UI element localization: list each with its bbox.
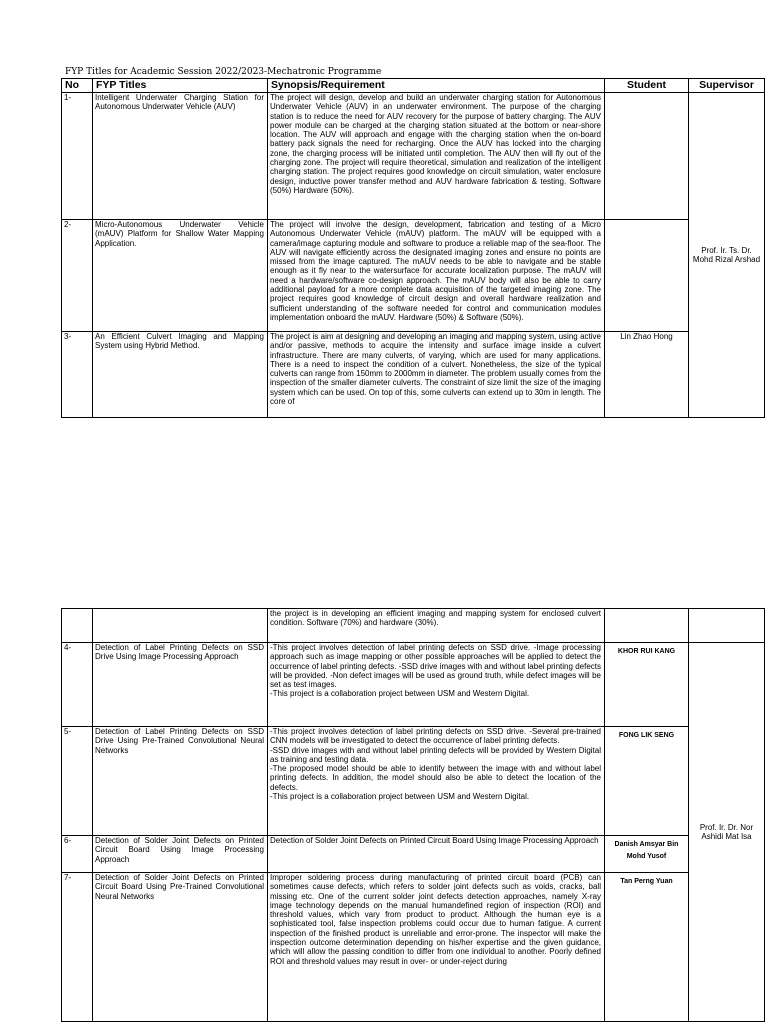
- project-synopsis: The project is aim at designing and developing an imaging and mapping system, using active and/or passive, methods to acquire the intensity and surface image inside a culvert infrastructure. There are many culverts, of varying, which are used for many applications. There is a need to inspect the condition of a culvert. Nonetheless, the size of the typical culverts can range from 150mm to 2000mm in diameter. The problem usually comes from the inspection of the smaller diameter culverts. The constraint of size limit the size of the imaging system which can be used. On top of this, some culverts can extend up to 30m in length. The core of: [268, 332, 605, 418]
- supervisor-name: Prof. Ir. Dr. Nor Ashidi Mat Isa: [689, 643, 765, 1022]
- project-title: Detection of Label Printing Defects on SSD Drive Using Image Processing Approach: [93, 643, 268, 727]
- project-title: Intelligent Underwater Charging Station for Autonomous Underwater Vehicle (AUV): [93, 93, 268, 220]
- row-number: 3-: [62, 332, 93, 418]
- table-row: [62, 727, 765, 836]
- header-student: Student: [605, 79, 689, 93]
- student-name: FONG LIK SENG: [605, 727, 689, 836]
- project-synopsis: The project will design, develop and build an underwater charging station for Autonomous Underwater Vehicle (AUV) in an underwater environment. The purpose of the charging station is to reduce the need for AUV recovery for the purpose of battery charging. The AUV power module can be charged at the charging station situated at the bottom or near-shore location. The AUV will approach and engage with the charging station when the on-board battery pack signals the need for recharging. Once the AUV has locked into the charging zone, the charging process will be initiated until completion. The AUV then will fly out of the charging zone. The project will require theoretical, simulation and realization of the intelligent charging station. The project requires good knowledge on circuit simulation, water enclosure design, inductive power transfer method and AUV hardware fabrication & testing. Software (50%) Hardware (50%).: [268, 93, 605, 220]
- header-synopsis: Synopsis/Requirement: [268, 79, 605, 93]
- row-number: 4-: [62, 643, 93, 727]
- project-synopsis: Detection of Solder Joint Defects on Printed Circuit Board Using Image Processing Approach: [268, 836, 605, 873]
- header-supervisor: Supervisor: [689, 79, 765, 93]
- table-row: [62, 220, 765, 332]
- row-number: 1-: [62, 93, 93, 220]
- student-name: Lin Zhao Hong: [605, 332, 689, 418]
- student-name: [605, 220, 689, 332]
- table-row: [62, 332, 765, 418]
- table-row: [62, 93, 765, 220]
- project-synopsis: Improper soldering process during manufacturing of printed circuit board (PCB) can sometimes cause defects, which refers to solder joint defects such as voids, cracks, ball missing etc. One of the current solder joint defects detection approaches, namely X-ray image technology depends on the manual humandefined region of inspection (ROI) and threshold values, which vary from product to product. Although the human eye is a sophisticated tool, false inspection problems could occur due to human fatigue. A current inspection of the finished product is unreliable and error-prone. The inspector will make the inspection outcome determination depending on his/her expertise and the given guidance, which will allow the passing condition to differ from one individual to another. Poorly defined ROI and threshold values may result in over- or under-reject during: [268, 873, 605, 1022]
- student-name: Danish Amsyar Bin Mohd Yusof: [605, 836, 689, 873]
- fyp-table-page-1: [61, 78, 765, 418]
- row-number: 6-: [62, 836, 93, 873]
- project-title: Detection of Solder Joint Defects on Printed Circuit Board Using Image Processing Approach: [93, 836, 268, 873]
- project-synopsis: -This project involves detection of label printing defects on SSD drive. -Several pre-trained CNN models will be investigated to detect the occurrence of label printing defects. -SSD drive images with and without label printing defects will be provided by Western Digital as training and testing data. -The proposed model should be able to identify between the image with and without label printing defects. In addition, the model should also be able to detect the location of the defects. -This project is a collaboration project between USM and Western Digital.: [268, 727, 605, 836]
- student-name: [605, 93, 689, 220]
- page-title: FYP Titles for Academic Session 2022/2023-Mechatronic Programme: [65, 67, 382, 77]
- row-number: 2-: [62, 220, 93, 332]
- student-name: Tan Perng Yuan: [605, 873, 689, 1022]
- header-fyp-titles: FYP Titles: [93, 79, 268, 93]
- project-title: Detection of Label Printing Defects on SSD Drive Using Pre-Trained Convolutional Neural Networks: [93, 727, 268, 836]
- supervisor-name: Prof. Ir. Ts. Dr. Mohd Rizal Arshad: [689, 93, 765, 418]
- table-header-row: [62, 79, 765, 93]
- project-synopsis: -This project involves detection of label printing defects on SSD drive. -Image processing approach such as image mapping or other possible approaches will be applied to detect the occurrence of label printing defects. -SSD drive images with and without label printing defects will be provided. -Non defect images will be used as ground truth, while defect images will be set as test images. -This project is a collaboration project between USM and Western Digital.: [268, 643, 605, 727]
- header-no: No: [62, 79, 93, 93]
- synopsis-continuation: the project is in developing an efficient imaging and mapping system for enclosed culvert condition. Software (70%) and hardware (30%).: [268, 609, 605, 643]
- row-number: 5-: [62, 727, 93, 836]
- project-synopsis: The project will involve the design, development, fabrication and testing of a Micro Autonomous Underwater Vehicle (mAUV) platform. The mAUV will be equipped with a camera/image capturing module and software to produce a reliable map of the sea-floor. The AUV will navigate efficiently across the designated imaging zones and ensure no points are missed from the image captured. The mAUV needs to be able to navigate and be stable enough as it fly near to the watersurface for accurate localization purpose. The mAUV will need a hardware/software co-design approach. The mAUV body will also be able to carry additional payload for a more complete data acquisition of the targeted imaging zone. The project requires good knowledge of circuit design and overall hardware realization and sufficient understanding of the software needed for control and communication modules implementation onboard the mAUV. Hardware (50%) & Software (50%).: [268, 220, 605, 332]
- continuation-row: [62, 609, 765, 643]
- row-number: 7-: [62, 873, 93, 1022]
- table-row: [62, 873, 765, 1022]
- project-title: An Efficient Culvert Imaging and Mapping System using Hybrid Method.: [93, 332, 268, 418]
- table-row: [62, 836, 765, 873]
- student-name: KHOR RUI KANG: [605, 643, 689, 727]
- project-title: Detection of Solder Joint Defects on Printed Circuit Board Using Pre-Trained Convolutional Neural Networks: [93, 873, 268, 1022]
- project-title: Micro-Autonomous Underwater Vehicle (mAUV) Platform for Shallow Water Mapping Application.: [93, 220, 268, 332]
- fyp-table-page-2: [61, 608, 765, 1022]
- table-row: [62, 643, 765, 727]
